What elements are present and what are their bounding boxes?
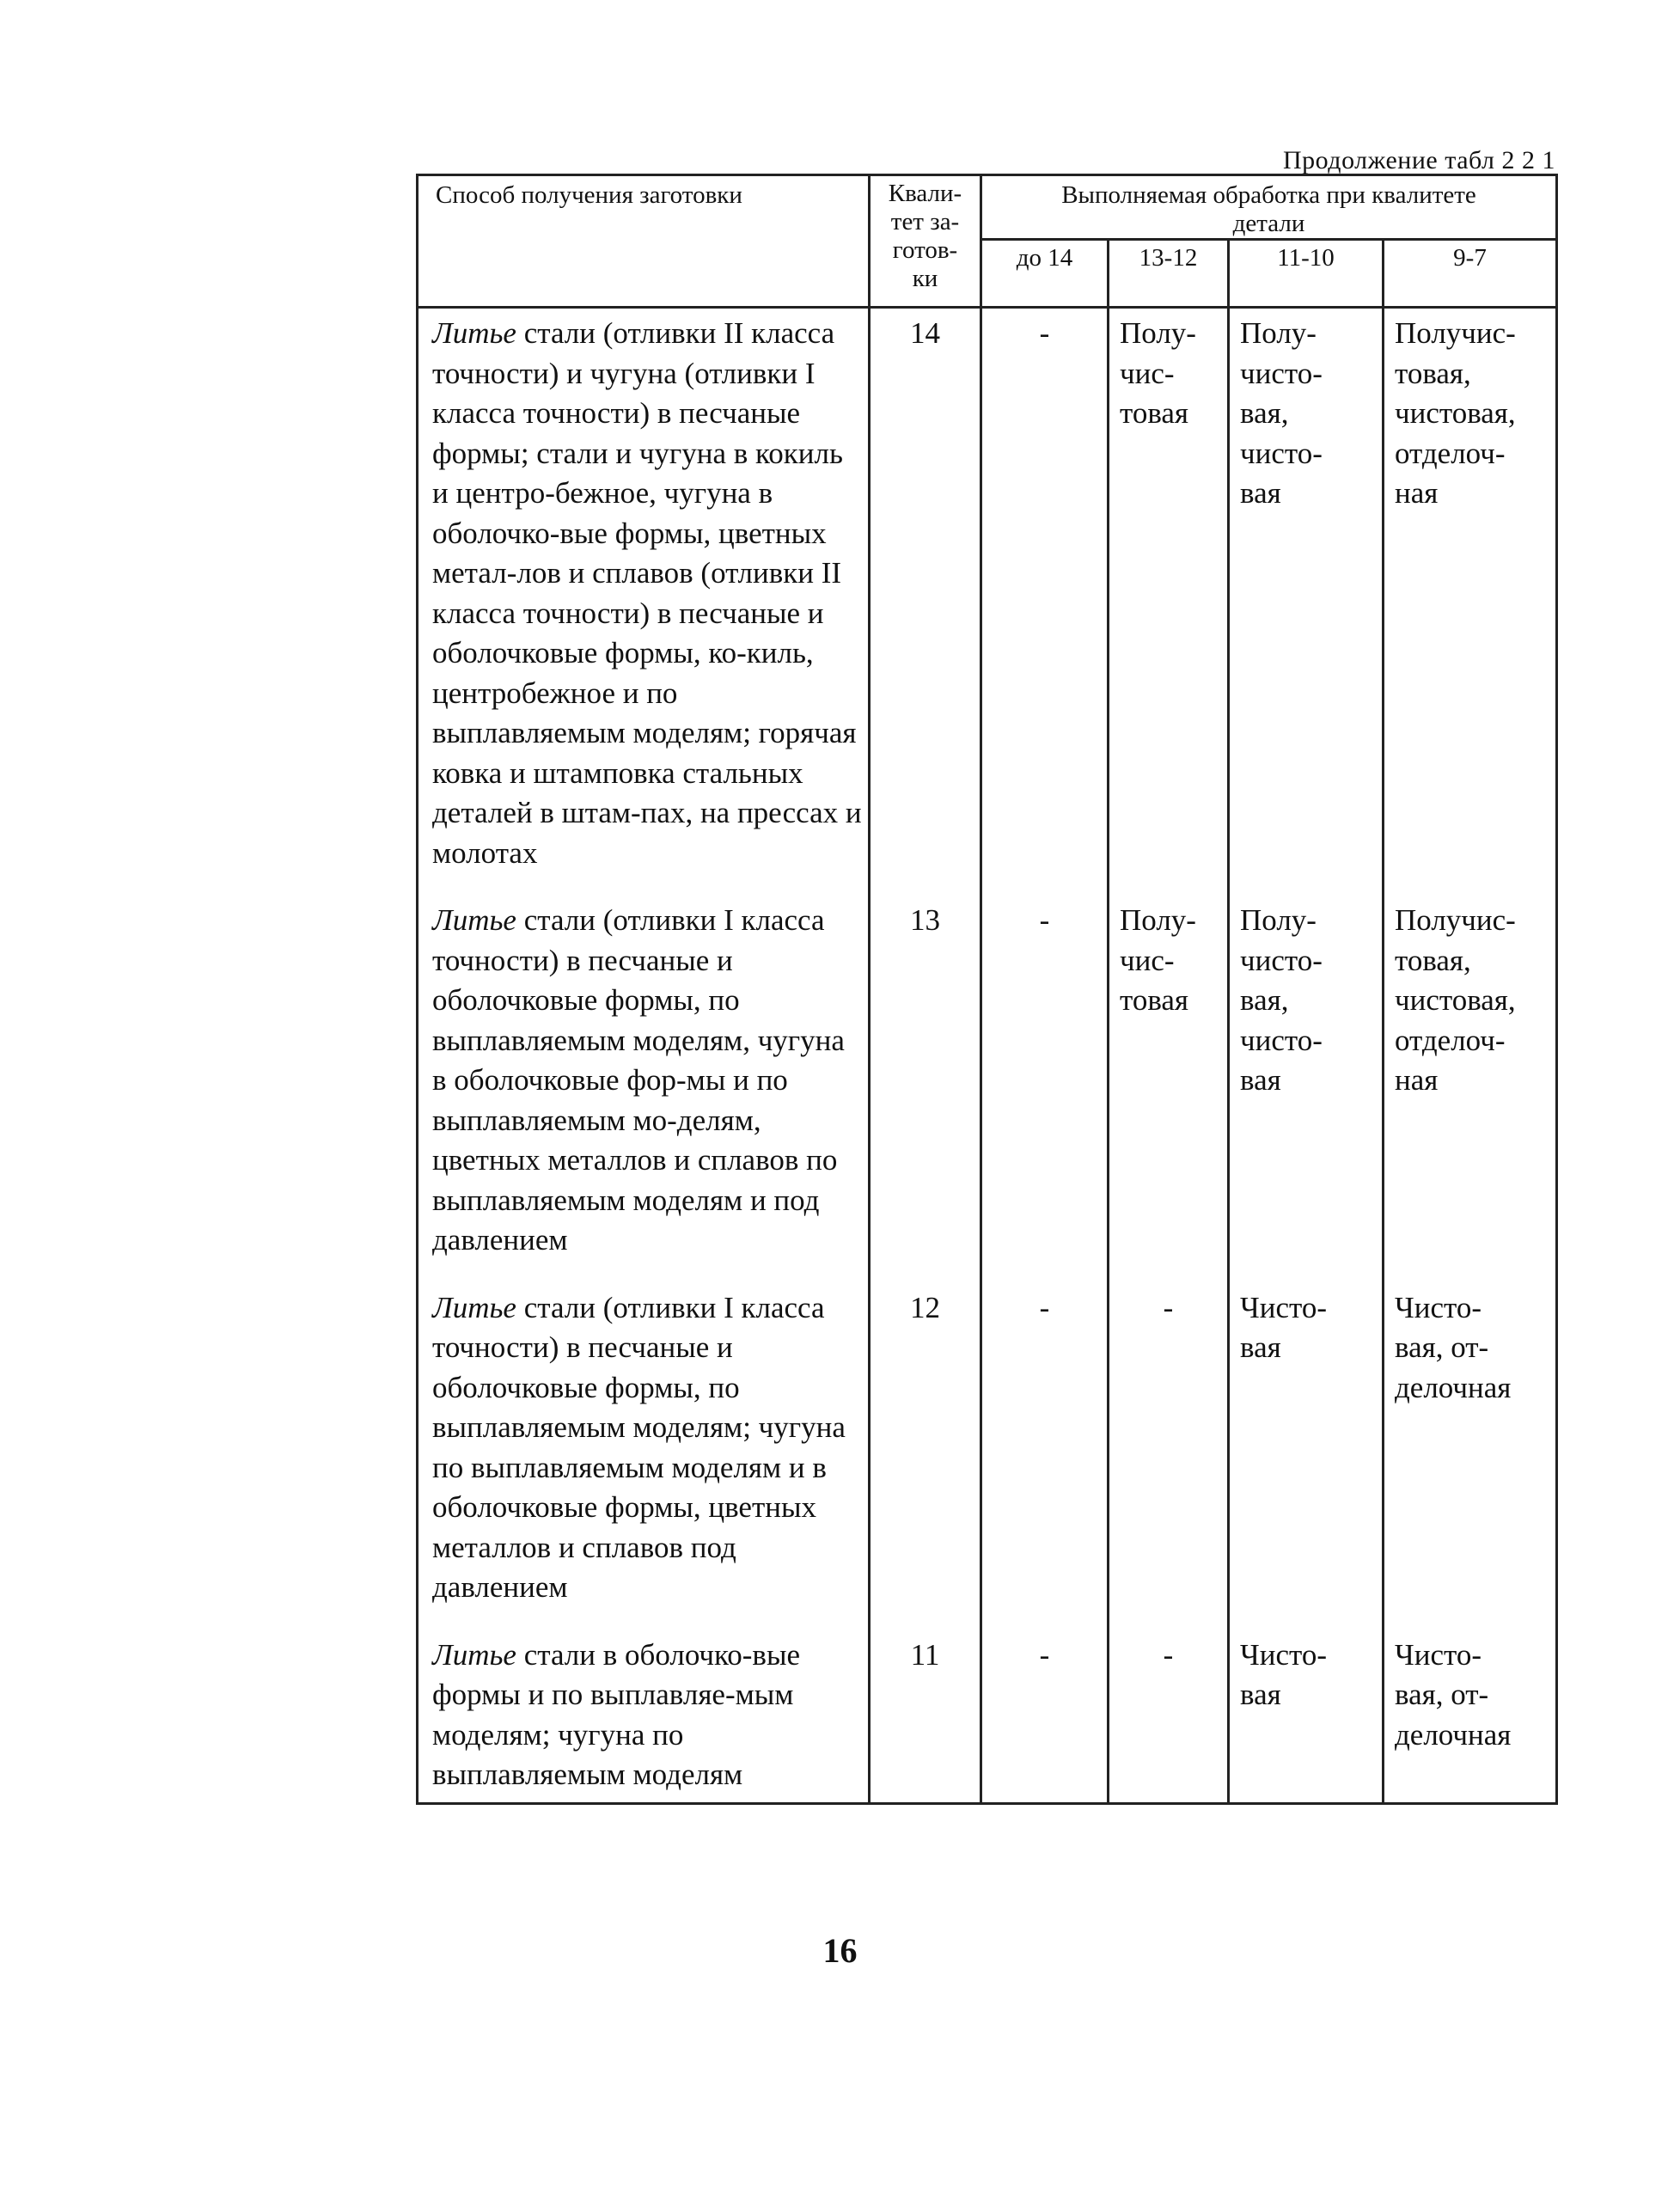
header-processing: Выполняемая обработка при квалитете детали	[981, 175, 1557, 240]
header-sub-9-7: 9-7	[1384, 240, 1557, 308]
header-method: Способ получения заготовки	[418, 175, 870, 308]
method-cell	[418, 896, 870, 1283]
cell-9-7: Чисто- вая, от- делочная	[1384, 1283, 1557, 1630]
cell-up-to-14: -	[981, 896, 1109, 1283]
cell-11-10: Чисто- вая	[1229, 1630, 1384, 1804]
method-cell	[418, 308, 870, 896]
method-lead: Литье	[432, 316, 516, 350]
table-row	[418, 1630, 1557, 1804]
method-text: стали (отливки I класса точности) в песчаные и оболочковые формы, по выплавляемым моделям, чугуна в оболочковые фор-мы и по выплавляемым мо-делям, цветных металлов и сплавов по выплавляемым моделям и под давлением	[432, 903, 845, 1257]
cell-9-7: Получис- товая, чистовая, отделоч- ная	[1384, 308, 1557, 896]
cell-up-to-14: -	[981, 308, 1109, 896]
method-cell	[418, 1630, 870, 1804]
method-lead: Литье	[432, 1637, 516, 1672]
cell-11-10: Полу- чисто- вая, чисто- вая	[1229, 896, 1384, 1283]
kvalitet-cell: 13	[870, 896, 981, 1283]
method-lead: Литье	[432, 903, 516, 937]
cell-up-to-14: -	[981, 1283, 1109, 1630]
cell-11-10: Чисто- вая	[1229, 1283, 1384, 1630]
kvalitet-cell: 12	[870, 1283, 981, 1630]
method-text: стали в оболочко-вые формы и по выплавляе-мым моделям; чугуна по выплавляемым моделям	[432, 1637, 800, 1791]
page-number: 16	[822, 1931, 858, 1970]
table-row	[418, 1283, 1557, 1630]
header-kvalitet: Квали- тет за- готов- ки	[870, 175, 981, 308]
kvalitet-cell: 11	[870, 1630, 981, 1804]
cell-13-12: Полу- чис- товая	[1109, 308, 1229, 896]
table-continuation-caption: Продолжение табл 2 2 1	[1283, 146, 1555, 174]
header-row-top	[418, 175, 1557, 240]
header-sub-up-to-14: до 14	[981, 240, 1109, 308]
kvalitet-cell: 14	[870, 308, 981, 896]
cell-up-to-14: -	[981, 1630, 1109, 1804]
processing-table	[416, 174, 1558, 1805]
table-row	[418, 896, 1557, 1283]
header-sub-11-10: 11-10	[1229, 240, 1384, 308]
method-text: стали (отливки II класса точности) и чугуна (отливки I класса точности) в песчаные формы; стали и чугуна в кокиль и центро-бежное, чугуна в оболочко-вые формы, цветных метал-лов и сплавов (отливки II класса точности) в песчаные и оболочковые формы, ко-киль, центробежное и по выплавляемым моделям; горячая ковка и штамповка стальных деталей в штам-пах, на прессах и молотах	[432, 316, 862, 870]
cell-13-12: -	[1109, 1630, 1229, 1804]
cell-9-7: Получис- товая, чистовая, отделоч- ная	[1384, 896, 1557, 1283]
method-lead: Литье	[432, 1290, 516, 1324]
header-sub-13-12: 13-12	[1109, 240, 1229, 308]
cell-13-12: Полу- чис- товая	[1109, 896, 1229, 1283]
method-text: стали (отливки I класса точности) в песчаные и оболочковые формы, по выплавляемым моделям; чугуна по выплавляемым моделям и в оболочковые формы, цветных металлов и сплавов под давлением	[432, 1290, 846, 1604]
cell-9-7: Чисто- вая, от- делочная	[1384, 1630, 1557, 1804]
cell-11-10: Полу- чисто- вая, чисто- вая	[1229, 308, 1384, 896]
cell-13-12: -	[1109, 1283, 1229, 1630]
table-row	[418, 308, 1557, 896]
method-cell	[418, 1283, 870, 1630]
